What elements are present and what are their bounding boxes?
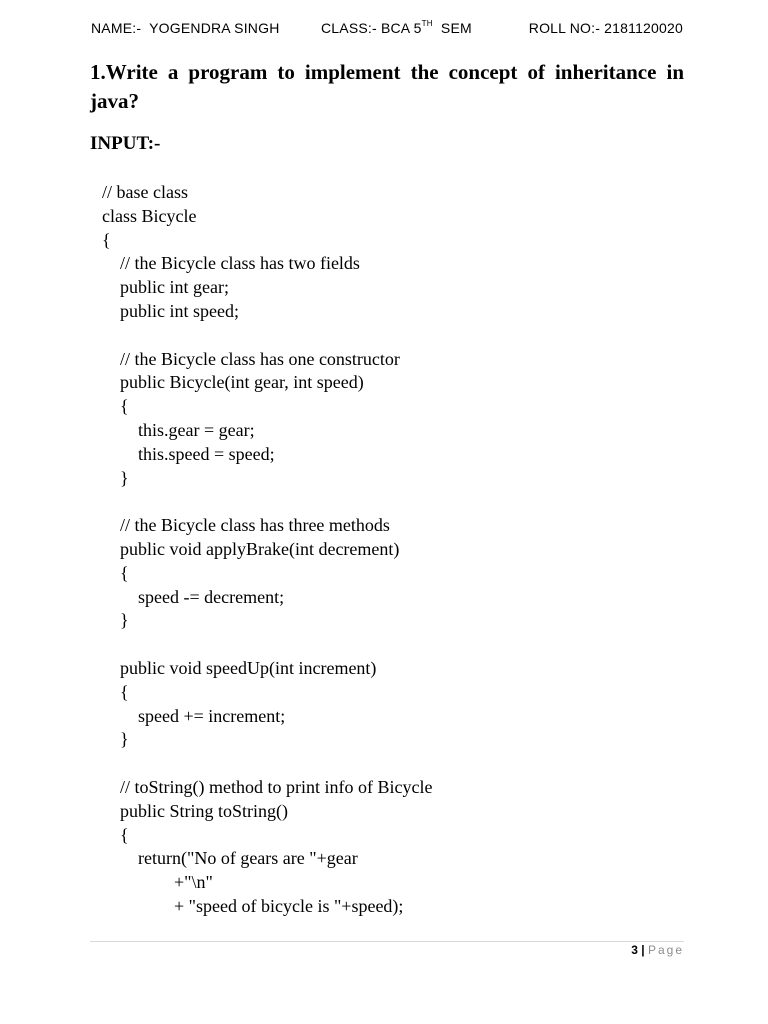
- code-line: {: [102, 396, 129, 417]
- code-line: public int speed;: [102, 300, 239, 321]
- class-prefix: CLASS:- BCA 5: [321, 20, 422, 36]
- code-line: }: [102, 610, 129, 631]
- code-line: this.speed = speed;: [102, 443, 275, 464]
- student-name: NAME:- YOGENDRA SINGH: [91, 20, 280, 36]
- code-line: [102, 490, 702, 514]
- class-suffix: SEM: [432, 20, 472, 36]
- code-line: [102, 752, 702, 776]
- code-line: public void speedUp(int increment): [102, 657, 377, 678]
- code-line: // the Bicycle class has two fields: [102, 253, 360, 274]
- footer-divider: [90, 941, 684, 942]
- code-line: +"\n": [102, 872, 213, 893]
- code-line: class Bicycle: [102, 205, 197, 226]
- code-line: {: [102, 229, 111, 250]
- code-line: public Bicycle(int gear, int speed): [102, 372, 364, 393]
- code-line: {: [102, 824, 129, 845]
- page-separator: |: [637, 943, 648, 957]
- code-line: // the Bicycle class has three methods: [102, 515, 390, 536]
- code-line: // the Bicycle class has one constructor: [102, 348, 400, 369]
- code-line: this.gear = gear;: [102, 419, 255, 440]
- code-line: }: [102, 729, 129, 750]
- code-block: [102, 181, 702, 919]
- code-line: {: [102, 681, 129, 702]
- code-line: [102, 633, 702, 657]
- page-header: [91, 18, 683, 42]
- page-word: Page: [647, 943, 684, 957]
- code-line: speed += increment;: [102, 705, 286, 726]
- class-superscript: TH: [421, 19, 433, 28]
- code-line: {: [102, 562, 129, 583]
- code-line: // base class: [102, 182, 188, 202]
- roll-number: ROLL NO:- 2181120020: [528, 20, 683, 36]
- code-line: + "speed of bicycle is "+speed);: [102, 895, 404, 916]
- code-line: speed -= decrement;: [102, 586, 285, 607]
- code-line: public int gear;: [102, 277, 229, 298]
- code-line: [102, 324, 702, 348]
- code-line: return("No of gears are "+gear: [102, 848, 358, 869]
- page-number: 3: [631, 943, 638, 957]
- question-heading: 1.Write a program to implement the concept of inheritance in java?: [90, 60, 684, 113]
- code-line: public String toString(): [102, 800, 288, 821]
- code-line: // toString() method to print info of Bicycle: [102, 776, 433, 797]
- student-class: [321, 20, 472, 36]
- input-label: INPUT:-: [90, 133, 161, 154]
- code-line: public void applyBrake(int decrement): [102, 538, 400, 559]
- code-line: }: [102, 467, 129, 488]
- page-footer: [631, 943, 684, 957]
